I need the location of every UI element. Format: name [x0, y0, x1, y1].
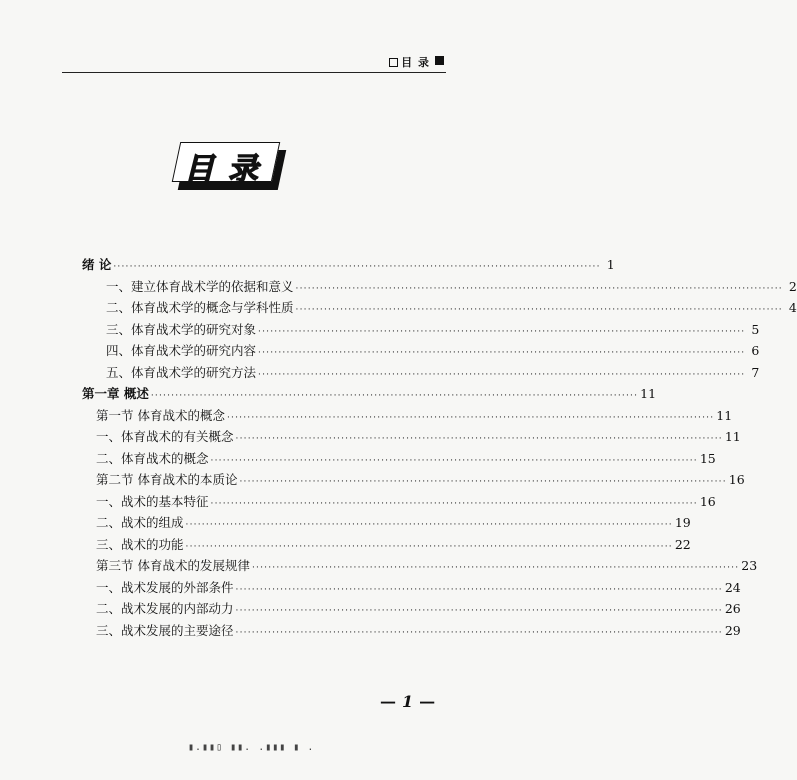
toc-entry: [96, 557, 758, 575]
toc-entry-title: 三、战术的功能: [96, 536, 184, 552]
toc-entry-page: 11: [716, 407, 733, 423]
filled-square-icon: [435, 56, 444, 65]
toc-entry-page: 16: [699, 493, 716, 509]
toc-entry-page: 2: [788, 278, 797, 294]
toc-entry: [96, 471, 745, 489]
toc-entry-page: 5: [751, 321, 760, 337]
title-text: 目录: [184, 152, 272, 187]
toc-entry-title: 三、体育战术学的研究对象: [106, 321, 257, 337]
toc-entry: [96, 514, 691, 532]
toc-entry: [96, 450, 716, 468]
toc-entry: [106, 364, 760, 382]
toc-entry-title: 五、体育战术学的研究方法: [106, 364, 257, 380]
toc-entry-page: 22: [674, 536, 691, 552]
toc-entry-title: 一、体育战术的有关概念: [96, 429, 234, 444]
toc-entry-title: 第一章 概述: [82, 386, 149, 401]
toc-entry-page: 19: [674, 515, 691, 530]
toc-leader-dots: ························································································································: [295, 305, 783, 315]
toc-entry: [96, 536, 691, 554]
toc-entry-title: 第一节 体育战术的概念: [96, 407, 225, 423]
toc-leader-dots: ························································································································: [235, 584, 723, 595]
toc-entry-title: 一、战术发展的外部条件: [96, 579, 234, 595]
toc-entry-page: 23: [741, 558, 758, 573]
toc-leader-dots: ························································································································: [210, 455, 698, 466]
toc-entry-title: 二、体育战术的概念: [96, 450, 209, 466]
toc-leader-dots: ························································································································: [226, 412, 715, 423]
toc-leader-dots: ························································································································: [295, 283, 783, 294]
toc-entry: [96, 493, 716, 511]
toc-entry-title: 绪 论: [82, 257, 112, 272]
open-square-icon: [389, 58, 398, 67]
toc-leader-dots: ························································································································: [185, 541, 673, 552]
page-title: [176, 142, 280, 190]
toc-entry-title: 二、体育战术学的概念与学科性质: [106, 300, 294, 315]
toc-entry-title: 第二节 体育战术的本质论: [96, 472, 238, 487]
toc-entry: [96, 428, 741, 446]
toc-leader-dots: ························································································································: [235, 606, 723, 616]
print-artifacts: ▮.▮▮▯ ▮▮. .▮▮▮ ▮ .: [188, 742, 315, 753]
page-folio: — 1 —: [380, 692, 436, 711]
toc-entry-title: 二、战术的组成: [96, 515, 184, 530]
toc-entry-title: 四、体育战术学的研究内容: [106, 343, 257, 358]
toc-leader-dots: ························································································································: [235, 627, 723, 638]
toc-entry: [82, 256, 615, 274]
toc-leader-dots: ························································································································: [251, 563, 740, 573]
toc-entry: [82, 385, 657, 403]
toc-entry-page: 4: [788, 300, 797, 315]
running-title: 目 录: [389, 54, 430, 70]
toc-leader-dots: ························································································································: [210, 498, 698, 509]
toc-entry-page: 6: [751, 343, 760, 358]
toc-entry-title: 二、战术发展的内部动力: [96, 601, 234, 616]
toc-entry-page: 1: [606, 257, 615, 272]
toc-entry: [96, 579, 741, 597]
toc-entry: [106, 342, 760, 360]
toc-entry-page: 26: [724, 601, 741, 616]
toc-entry-page: 11: [724, 429, 741, 444]
toc-entry-page: 24: [724, 579, 741, 595]
toc-leader-dots: ························································································································: [235, 434, 723, 444]
toc-leader-dots: ························································································································: [258, 369, 746, 380]
toc-entry: [106, 278, 797, 296]
toc-leader-dots: ························································································································: [258, 326, 746, 337]
toc-entry-page: 15: [699, 450, 716, 466]
running-header: [62, 58, 446, 73]
toc-entry: [96, 622, 741, 640]
toc-entry-title: 一、建立体育战术学的依据和意义: [106, 278, 294, 294]
toc-leader-dots: ························································································································: [113, 262, 601, 272]
toc-entry: [96, 407, 733, 425]
toc-entry: [96, 600, 741, 618]
toc-leader-dots: ························································································································: [258, 348, 746, 358]
toc-leader-dots: ························································································································: [185, 520, 673, 530]
toc-entry: [106, 321, 760, 339]
toc-entry-title: 一、战术的基本特征: [96, 493, 209, 509]
toc-leader-dots: ························································································································: [239, 477, 727, 487]
toc-entry-page: 16: [728, 472, 745, 487]
toc-entry-title: 第三节 体育战术的发展规律: [96, 558, 250, 573]
toc-leader-dots: ························································································································: [150, 391, 639, 401]
toc-entry-page: 29: [724, 622, 741, 638]
toc-entry-page: 7: [751, 364, 760, 380]
toc-entry-title: 三、战术发展的主要途径: [96, 622, 234, 638]
toc-entry: [106, 299, 797, 317]
toc-entry-page: 11: [640, 386, 657, 401]
